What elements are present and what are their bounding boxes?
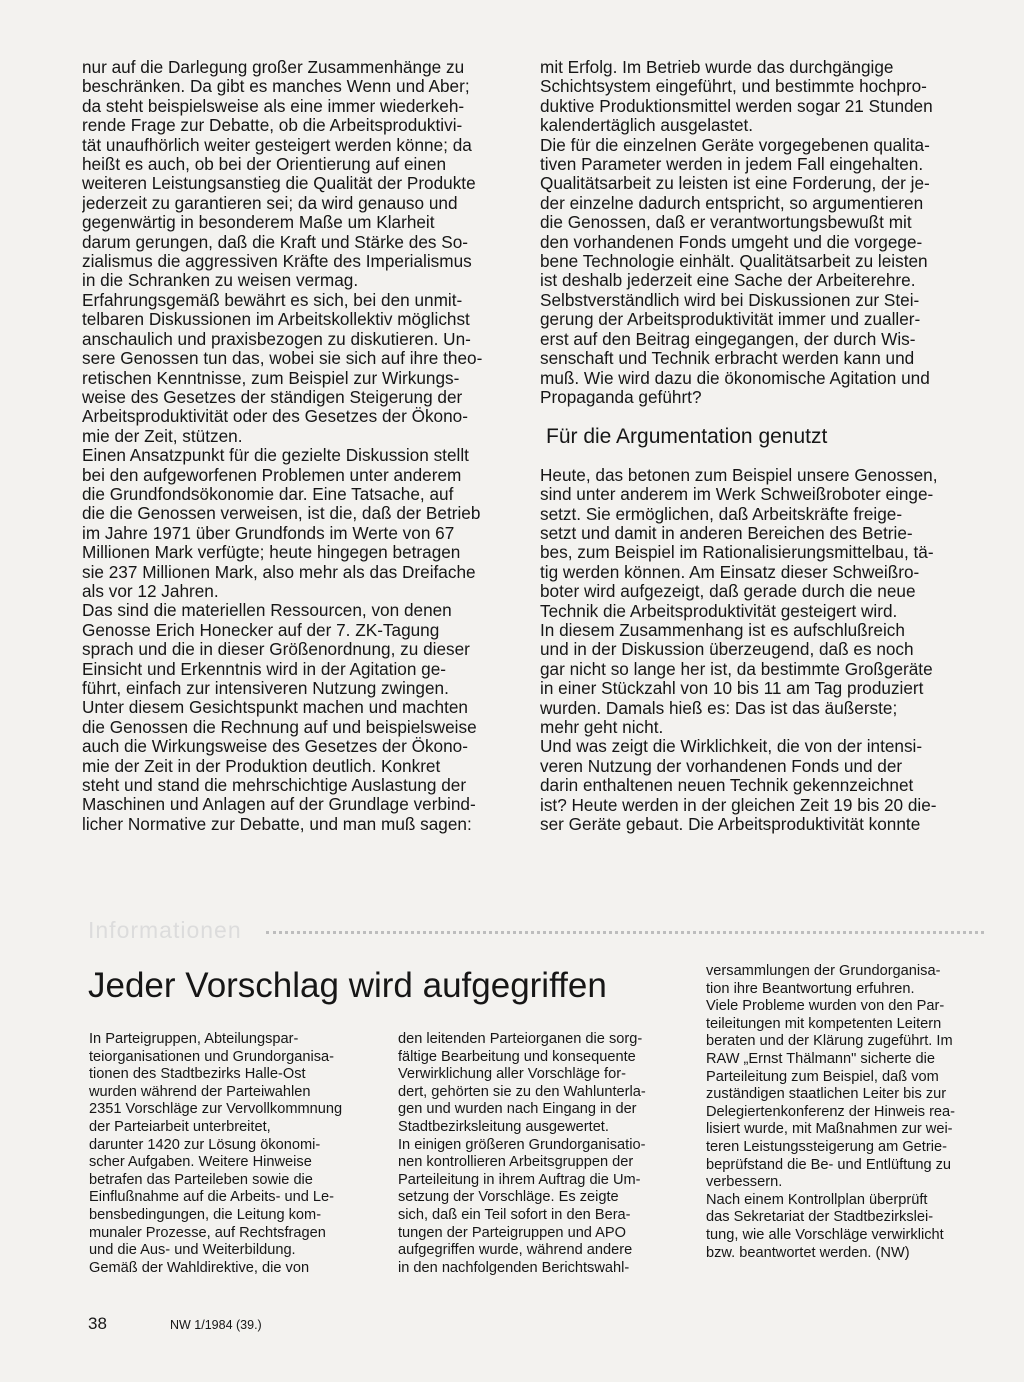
section-label: Informationen (88, 917, 242, 943)
paragraph: Heute, das betonen zum Beispiel unsere Genossen, sind unter anderem im Werk Schweißroboter einge- setzt. Sie ermöglichen, daß Arbeitskräfte freige- setzt und damit in anderen Bereichen des Betrie- bes, zum Beispiel im Rationalisierungsmittelbau, tä- tig werden können. Am Einsatz dieser Schweißro- boter wird aufgezeigt, daß gerade durch die neue Technik die Arbeitsproduktivität gesteigert wird. (540, 464, 938, 621)
paragraph: Und was zeigt die Wirklichkeit, die von der intensi- veren Nutzung der vorhandenen Fonds und der darin enthaltenen neuen Technik gekennzeichnet ist? Heute werden in der gleichen Zeit 19 bis 20 die- ser Geräte gebaut. Die Arbeitsproduktivität konnte (540, 736, 937, 835)
paragraph: den leitenden Parteiorganen die sorg- fältige Bearbeitung und konsequente Verwirklichung aller Vorschläge for- dert, gehörten sie zu den Wahlunterla- gen und wurden nach Eingang in der Stadtbezirksleitung ausgewertet. (398, 1031, 646, 1135)
paragraph: Die für die einzelnen Geräte vorgegebenen qualita- tiven Parameter werden in jedem Fall eingehalten. Qualitätsarbeit zu leisten ist eine Forderung, der je- der einzelne dadurch entspricht, so argumentieren die Genossen, daß er verantwortungsbewußt mit den vorhandenen Fonds umgeht und die vorgege- bene Technologie einhält. Qualitätsarbeit zu leisten ist deshalb jederzeit eine Sache der Arbeiterehre. (540, 134, 930, 291)
paragraph: Einen Ansatzpunkt für die gezielte Diskussion stellt bei den aufgeworfenen Problemen unter anderem die Grundfondsökonomie dar. Eine Tatsache, auf die die Genossen verweisen, ist die, daß der Betrieb im Jahre 1971 über Grundfonds im Werte von 67 Millionen Mark verfügte; heute hingegen betragen sie 237 Millionen Mark, also mehr als das Dreifache als vor 12 Jahren. (82, 445, 481, 601)
news-column-1 (89, 1031, 372, 1277)
paragraph: Gemäß der Wahldirektive, die von (89, 1259, 310, 1276)
paragraph: In diesem Zusammenhang ist es aufschlußreich und in der Diskussion überzeugend, daß es noch gar nicht so lange her ist, da bestimmte Großgeräte in einer Stückzahl von 10 bis 11 am Tag produziert wurden. Damals hieß es: Das ist das äußerste; mehr geht nicht. (540, 619, 933, 737)
paragraph: nur auf die Darlegung großer Zusammenhänge zu beschränken. Da gibt es manches Wenn und Aber; da steht beispielsweise als eine immer wiederkeh- rende Frage zur Debatte, ob die Arbeitsproduktivi- tät unaufhörlich weiter gesteigert werden könne; da heißt es auch, ob bei der Orientierung auf einen weiteren Leistungsanstieg die Qualität der Produkte jederzeit zu garantieren sei; da wird genauso und gegenwärtig in besonderem Maße um Klarheit darum gerungen, daß die Kraft und Stärke des So- zialismus die aggressiven Kräfte des Imperialismus in die Schranken zu weisen vermag. (82, 58, 476, 291)
paragraph: In einigen größeren Grundorganisatio- nen kontrollieren Arbeitsgruppen der Parteileitung in ihrem Auftrag die Um- setzung der Vorschläge. Es zeigte sich, daß ein Teil sofort in den Bera- tungen der Parteigruppen und APO aufgegriffen wurde, während andere in den nachfolgenden Berichtswahl- (398, 1136, 646, 1276)
issue-label: NW 1/1984 (39.) (170, 1318, 262, 1332)
article-column-right (540, 58, 982, 834)
paragraph: Erfahrungsgemäß bewährt es sich, bei den unmit- telbaren Diskussionen im Arbeitskollektiv möglichst anschaulich und praxisbezogen zu diskutieren. Un- sere Genossen tun das, wobei sie sich auf ihre theo- retischen Kenntnisse, zum Beispiel zur Wirkungs- weise des Gesetzes der ständigen Steigerung der Arbeitsproduktivität oder des Gesetzes der Ökono- mie der Zeit, stützen. (82, 289, 483, 446)
page-number: 38 (88, 1314, 107, 1333)
paragraph: Nach einem Kontrollplan überprüft das Sekretariat der Stadtbezirkslei- tung, wie alle Vorschläge verwirklicht bzw. beantwortet werden. (NW) (706, 1191, 944, 1261)
article-title: Jeder Vorschlag wird aufgegriffen (88, 966, 607, 1005)
paragraph: Das sind die materiellen Ressourcen, von denen Genosse Erich Honecker auf der 7. ZK-Tagung sprach und die in dieser Größenordnung, zu dieser Einsicht und Erkenntnis wird in der Agitation ge- führt, einfach zur intensiveren Nutzung zwingen. (82, 600, 470, 698)
article-column-left (82, 58, 522, 834)
section-divider (266, 931, 984, 934)
news-column-2 (398, 1031, 681, 1277)
paragraph: Unter diesem Gesichtspunkt machen und machten die Genossen die Rechnung auf und beispielsweise auch die Wirkungsweise des Gesetzes der Ökono- mie der Zeit in der Produktion deutlich. Konkret steht und stand die mehrschichtige Auslastung der Maschinen und Anlagen auf der Grundlage verbind- licher Normative zur Debatte, und man muß sagen: (82, 697, 477, 834)
paragraph: Selbstverständlich wird bei Diskussionen zur Stei- gerung der Arbeitsproduktivität immer und zualler- erst auf den Beitrag eingegangen, der durch Wis- senschaft und Technik erbracht werden kann und muß. Wie wird dazu die ökonomische Agitation und Propaganda geführt? (540, 289, 930, 407)
paragraph: versammlungen der Grundorganisa- tion ihre Beantwortung erfuhren. Viele Probleme wurden von den Par- teileitungen mit kompetenten Leitern beraten und der Klärung zugeführt. Im RAW „Ernst Thälmann" sicherte die Parteileitung zum Beispiel, daß vom zuständigen staatlichen Leiter bis zur Delegiertenkonferenz der Hinweis rea- lisiert wurde, mit Maßnahmen zur wei- teren Leistungssteigerung am Getrie- beprüfstand die Be- und Entlüftung zu verbessern. (706, 963, 956, 1191)
page-footer (88, 1314, 262, 1334)
subheading: Für die Argumentation genutzt (546, 425, 828, 449)
section-banner (88, 917, 984, 945)
news-column-3 (706, 963, 988, 1262)
paragraph: mit Erfolg. Im Betrieb wurde das durchgängige Schichtsystem eingeführt, und bestimmte hochpro- duktive Produktionsmittel werden sogar 21 Stunden kalendertäglich ausgelastet. (540, 58, 933, 136)
paragraph: In Parteigruppen, Abteilungspar- teiorganisationen und Grundorganisa- tionen des Stadtbezirks Halle-Ost wurden während der Parteiwahlen 2351 Vorschläge zur Vervollkommnung der Parteiarbeit unterbreitet, darunter 1420 zur Lösung ökonomi- scher Aufgaben. Weitere Hinweise betrafen das Parteileben sowie die Einflußnahme auf die Arbeits- und Le- bensbedingungen, die Leitung kom- munaler Prozesse, auf Rechtsfragen und die Aus- und Weiterbildung. (89, 1031, 343, 1259)
